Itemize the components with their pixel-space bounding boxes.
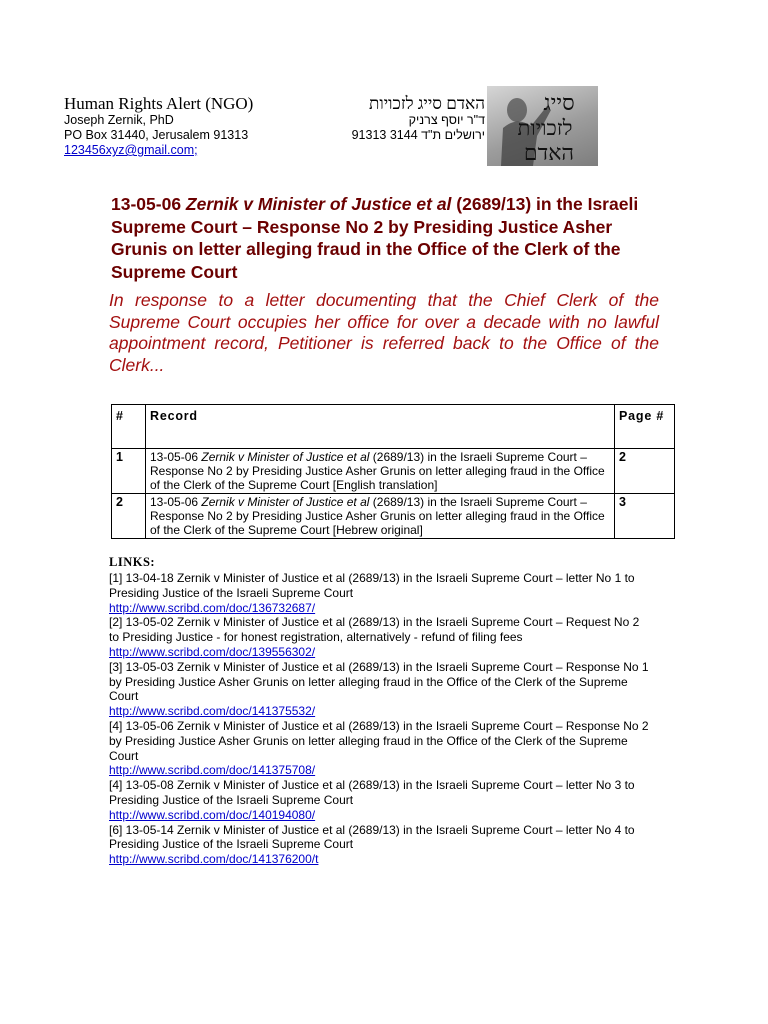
link-entry: [109, 719, 649, 778]
link-url[interactable]: http://www.scribd.com/doc/139556302/: [109, 644, 316, 659]
document-title: [111, 193, 651, 283]
link-description: [2] 13-05-02 Zernik v Minister of Justice et al (2689/13) in the Israeli Supreme Court – Request No 2 to Presiding Justice - for honest registration, alternatively - refund of filing fees: [109, 615, 640, 645]
links-list: [109, 571, 649, 867]
link-description: [4] 13-05-06 Zernik v Minister of Justice et al (2689/13) in the Israeli Supreme Court – Response No 2 by Presiding Justice Asher Grunis on letter alleging fraud in the Office of the Clerk of the Supreme Court: [109, 718, 649, 763]
row-record: [146, 494, 615, 539]
table-row: [112, 494, 675, 539]
link-entry: [109, 571, 649, 615]
link-entry: [109, 615, 649, 659]
logo-text-2: לזכויות: [517, 116, 573, 140]
header-number: #: [112, 405, 146, 449]
table-row: [112, 449, 675, 494]
row-record: [146, 449, 615, 494]
logo-text-3: האדם: [523, 141, 575, 166]
org-name: Human Rights Alert (NGO): [64, 94, 254, 113]
table-header-row: [112, 405, 675, 449]
contact-address: PO Box 31440, Jerusalem 91313: [64, 128, 249, 142]
link-description: [1] 13-04-18 Zernik v Minister of Justice et al (2689/13) in the Israeli Supreme Court – letter No 1 to Presiding Justice of the Israeli Supreme Court: [109, 571, 635, 600]
document-subtitle: In response to a letter documenting that the Chief Clerk of the Supreme Court occupies her office for over a decade with no lawful appointment record, Petitioner is referred back to the Office of the Clerk...: [109, 290, 659, 375]
link-description: [3] 13-05-03 Zernik v Minister of Justice et al (2689/13) in the Israeli Supreme Court – Response No 1 by Presiding Justice Asher Grunis on letter alleging fraud in the Office of the Clerk of the Supreme Court: [109, 659, 649, 704]
link-description: [6] 13-05-14 Zernik v Minister of Justice et al (2689/13) in the Israeli Supreme Court – letter No 4 to Presiding Justice of the Israeli Supreme Court: [109, 822, 635, 852]
hebrew-contact-address: ירושלים ת"ד 3144 91313: [351, 128, 485, 142]
row-record-case: Zernik v Minister of Justice et al: [201, 450, 370, 464]
records-table: [111, 404, 675, 539]
title-rest: (2689/13) in the Israeli Supreme Court – Response No 2 by Presiding Justice Asher Grunis on letter alleging fraud in the Office of the Clerk of the Supreme Court: [111, 194, 639, 282]
title-date: 13-05-06: [111, 194, 186, 214]
hebrew-org-name: האדם סייג לזכויות: [369, 94, 485, 113]
row-record-case: Zernik v Minister of Justice et al: [201, 495, 370, 509]
row-page: 2: [615, 449, 675, 494]
row-record-rest: (2689/13) in the Israeli Supreme Court – Response No 2 by Presiding Justice Asher Grunis on letter alleging fraud in the Office of the Clerk of the Supreme Court [Hebrew original]: [150, 495, 605, 537]
org-logo: [487, 86, 598, 166]
link-entry: [109, 778, 649, 822]
logo-text-1: סייג: [543, 91, 575, 116]
link-description: [4] 13-05-08 Zernik v Minister of Justice et al (2689/13) in the Israeli Supreme Court – letter No 3 to Presiding Justice of the Israeli Supreme Court: [109, 778, 635, 807]
link-url[interactable]: http://www.scribd.com/doc/141375532/: [109, 704, 316, 719]
row-number: 1: [112, 449, 146, 494]
links-heading: LINKS:: [109, 555, 156, 569]
link-url[interactable]: http://www.scribd.com/doc/136732687/: [109, 600, 316, 615]
row-record-date: 13-05-06: [150, 495, 202, 509]
link-url[interactable]: http://www.scribd.com/doc/141376200/t: [109, 852, 319, 867]
link-entry: [109, 660, 649, 719]
row-number: 2: [112, 494, 146, 539]
link-url[interactable]: http://www.scribd.com/doc/141375708/: [109, 763, 316, 778]
link-entry: [109, 823, 649, 867]
row-page: 3: [615, 494, 675, 539]
link-url[interactable]: http://www.scribd.com/doc/140194080/: [109, 807, 316, 822]
row-record-rest: (2689/13) in the Israeli Supreme Court – Response No 2 by Presiding Justice Asher Grunis on letter alleging fraud in the Office of the Clerk of the Supreme Court [English translation]: [150, 450, 605, 492]
header-page: Page #: [615, 405, 675, 449]
row-record-date: 13-05-06: [150, 450, 202, 464]
title-case-name: Zernik v Minister of Justice et al: [185, 194, 452, 214]
header-record: Record: [146, 405, 615, 449]
contact-email[interactable]: 123456xyz@gmail.com;: [64, 143, 198, 157]
hebrew-contact-person: ד"ר יוסף צרניק: [408, 113, 485, 127]
contact-person: Joseph Zernik, PhD: [64, 113, 174, 127]
